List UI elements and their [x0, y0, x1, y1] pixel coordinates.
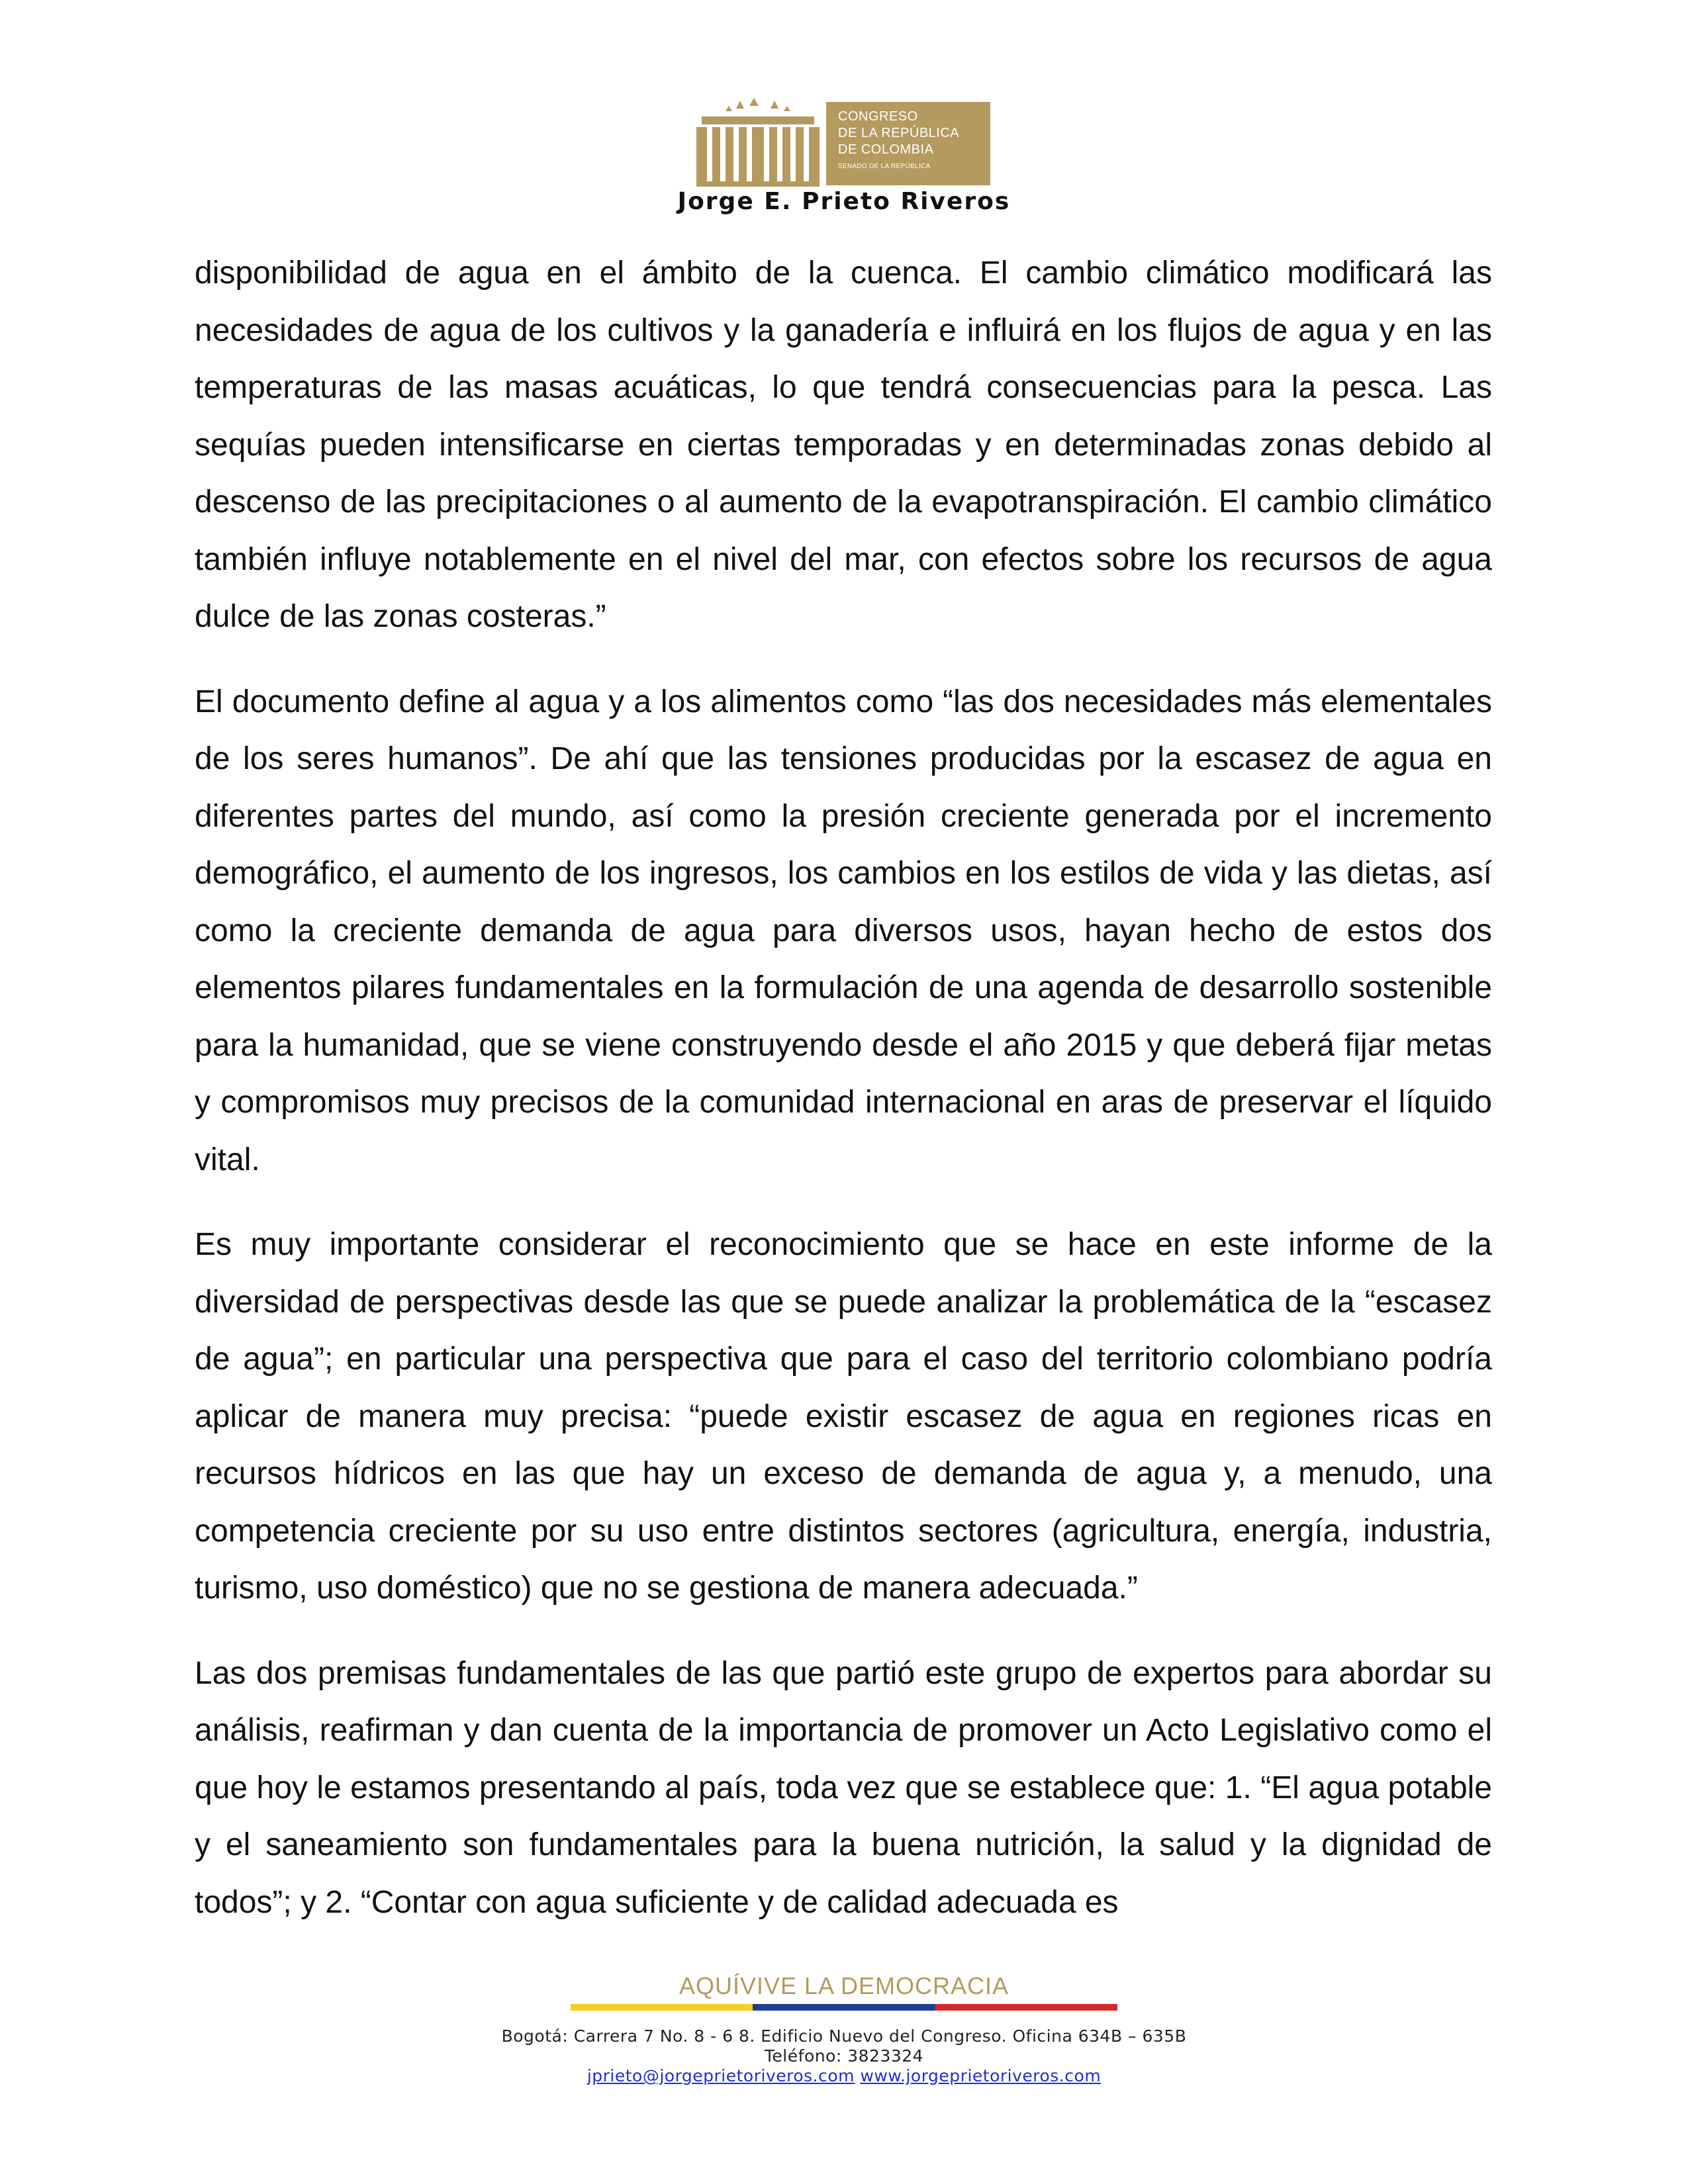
- flag-stripe: [571, 2004, 1117, 2011]
- capitol-building-icon: [696, 98, 820, 187]
- flag-stripe-red: [935, 2004, 1117, 2011]
- flag-stripe-blue: [753, 2004, 935, 2011]
- paragraph: Las dos premisas fundamentales de las que partió este grupo de expertos para abordar su análisis, reafirman y dan cuenta de la importancia de promover un Acto Legislativo como el que hoy le estamos presentando al país, toda vez que se establece que: 1. “El agua potable y el saneamiento son fundamentales para la buena nutrición, la salud y la dignidad de todos”; y 2. “Contar con agua suficiente y de calidad adecuada es: [195, 1655, 1492, 1920]
- flag-stripe-yellow: [571, 2004, 753, 2011]
- logo-line-4: SENADO DE LA REPÚBLICA: [838, 163, 931, 170]
- footer-links: [0, 2066, 1688, 2085]
- paragraph: disponibilidad de agua en el ámbito de la cuenca. El cambio climático modificará las necesidades de agua de los cultivos y la ganadería e influirá en los flujos de agua y en las temperaturas de las masas acuáticas, lo que tendrá consecuencias para la pesca. Las sequías pueden intensificarse en ciertas temporadas y en determinadas zonas debido al descenso de las precipitaciones o al aumento de la evapotranspiración. El cambio climático también influye notablemente en el nivel del mar, con efectos sobre los recursos de agua dulce de las zonas costeras.”: [195, 255, 1492, 634]
- congress-logo: [696, 98, 990, 187]
- footer-address: Bogotá: Carrera 7 No. 8 - 6 8. Edificio Nuevo del Congreso. Oficina 634B – 635B: [501, 2026, 1187, 2046]
- footer-slogan: AQUÍVIVE LA DEMOCRACIA: [679, 1972, 1009, 1999]
- page-footer: [0, 1972, 1688, 2184]
- paragraph: Es muy importante considerar el reconocimiento que se hace en este informe de la diversidad de perspectivas desde las que se puede analizar la problemática de la “escasez de agua”; en particular una perspectiva que para el caso del territorio colombiano podría aplicar de manera muy precisa: “puede existir escasez de agua en regiones ricas en recursos hídricos en las que hay un exceso de demanda de agua y, a menudo, una competencia creciente por su uso entre distintos sectores (agricultura, energía, industria, turismo, uso doméstico) que no se gestiona de manera adecuada.”: [195, 1227, 1492, 1606]
- logo-line-2: DE LA REPÚBLICA: [838, 126, 960, 140]
- website-link[interactable]: www.jorgeprietoriveros.com: [860, 2066, 1102, 2085]
- email-link[interactable]: jprieto@jorgeprietoriveros.com: [586, 2066, 855, 2085]
- logo-text-box: [826, 102, 990, 185]
- author-name: Jorge E. Prieto Riveros: [677, 188, 1011, 215]
- letterhead: [0, 0, 1688, 238]
- logo-line-1: CONGRESO: [838, 109, 918, 124]
- footer-phone: Teléfono: 3823324: [764, 2046, 924, 2066]
- document-body: [195, 245, 1492, 1959]
- logo-line-3: DE COLOMBIA: [838, 142, 934, 157]
- paragraph: El documento define al agua y a los alimentos como “las dos necesidades más elementales de los seres humanos”. De ahí que las tensiones producidas por la escasez de agua en diferentes partes del mundo, así como la presión creciente generada por el incremento demográfico, el aumento de los ingresos, los cambios en los estilos de vida y las dietas, así como la creciente demanda de agua para diversos usos, hayan hecho de estos dos elementos pilares fundamentales en la formulación de una agenda de desarrollo sostenible para la humanidad, que se viene construyendo desde el año 2015 y que deberá fijar metas y compromisos muy precisos de la comunidad internacional en aras de preservar el líquido vital.: [195, 684, 1492, 1177]
